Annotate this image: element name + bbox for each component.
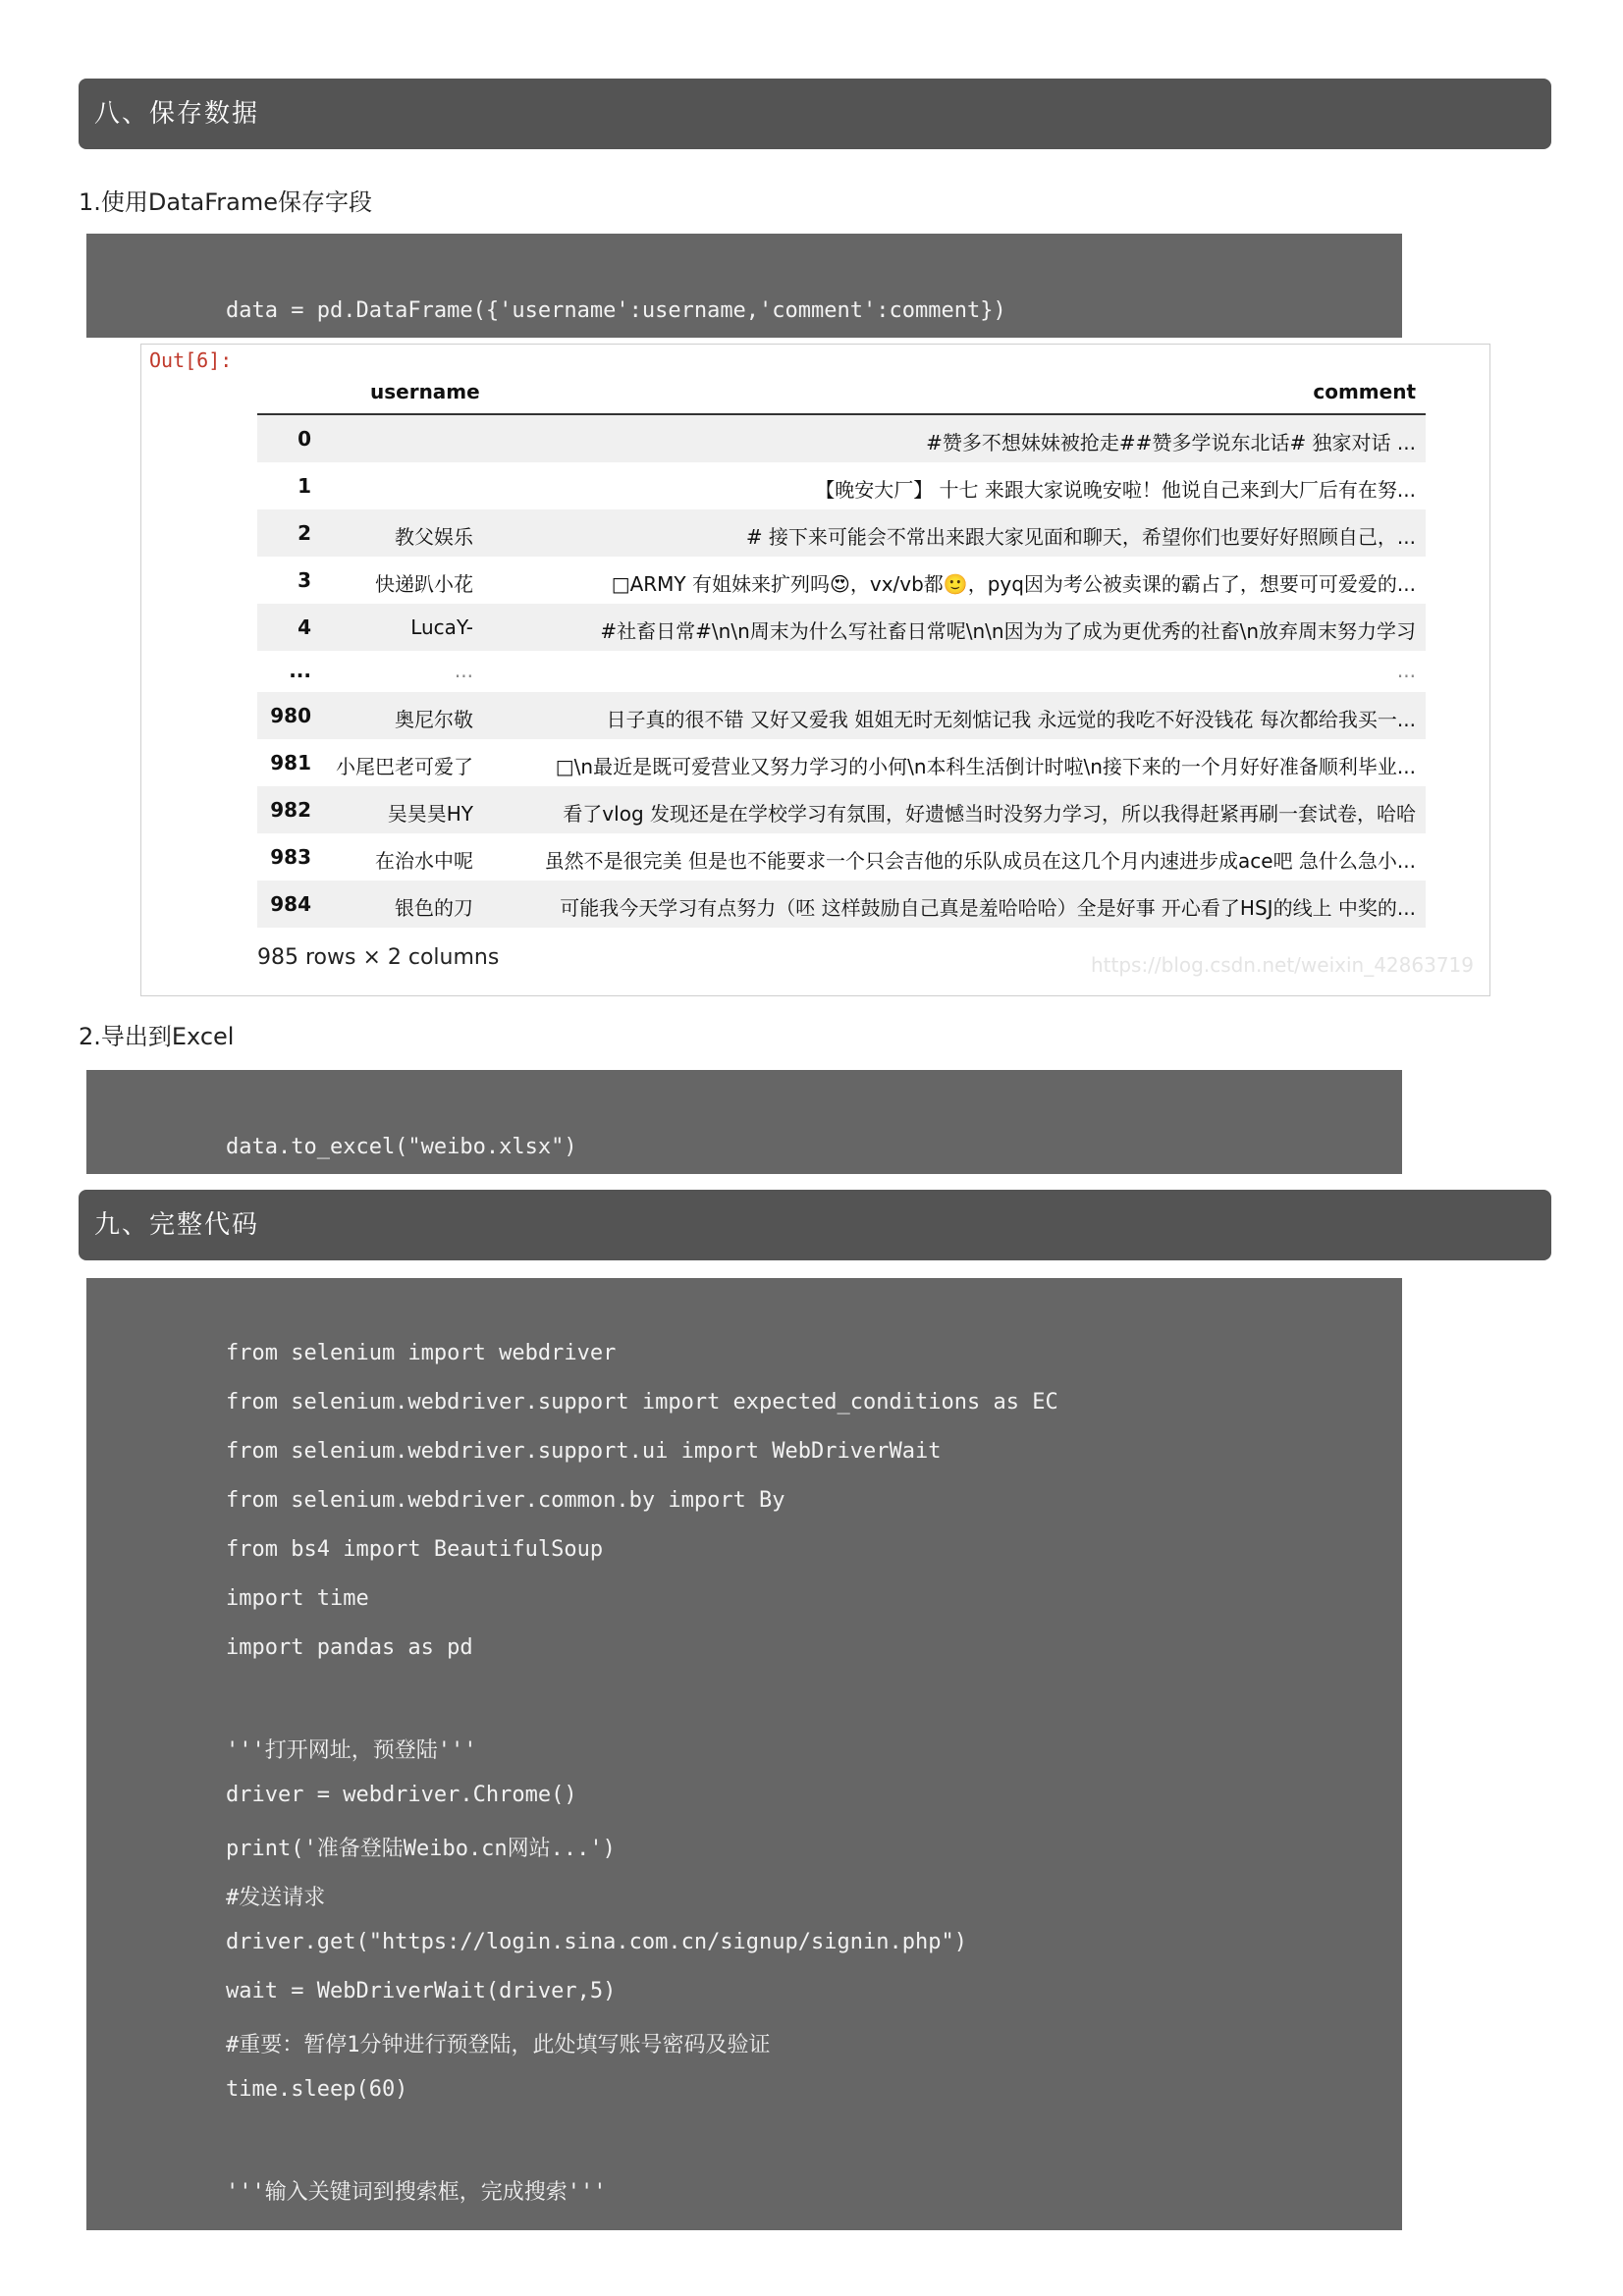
step-1-title: 1.使用DataFrame保存字段 — [79, 188, 372, 216]
row-username: 快递趴小花 — [375, 572, 473, 596]
row-comment: □ARMY 有姐妹来扩列吗😍，vx/vb都🙂，pyq因为考公被卖课的霸占了，想要可可爱爱的... — [611, 572, 1416, 596]
row-comment: # 接下来可能会不常出来跟大家见面和聊天，希望你们也要好好照顾自己，... — [745, 525, 1416, 549]
section-8-title: 八、保存数据 — [94, 99, 260, 129]
row-comment: 【晚安大厂】 十七 来跟大家说晚安啦！他说自己来到大厂后有在努... — [815, 478, 1416, 502]
row-index: 981 — [270, 751, 311, 774]
code-block-dataframe — [86, 234, 1402, 338]
row-comment: ... — [1396, 659, 1416, 682]
output-prompt-label: Out[6]: — [149, 348, 233, 372]
row-index: 984 — [270, 892, 311, 916]
row-username: 在治水中呢 — [375, 849, 473, 873]
code-line: driver = webdriver.Chrome() — [226, 1783, 577, 1807]
row-index: 982 — [270, 798, 311, 822]
row-index: 0 — [298, 427, 311, 451]
section-9-header — [79, 1190, 1551, 1260]
table-row — [257, 604, 1426, 651]
row-index: 4 — [298, 615, 311, 639]
code-block-excel — [86, 1070, 1402, 1174]
row-comment: 虽然不是很完美 但是也不能要求一个只会吉他的乐队成员在这几个月内速进步成ace吧 急什么急小... — [544, 849, 1416, 873]
table-row — [257, 833, 1426, 881]
row-comment: #赞多不想妹妹被抢走##赞多学说东北话# 独家对话 ... — [926, 431, 1416, 454]
code-line: #发送请求 — [226, 1886, 326, 1910]
row-comment: □\n最近是既可爱营业又努力学习的小何\n本科生活倒计时啦\n接下来的一个月好好准备顺利毕业... — [555, 755, 1416, 778]
table-header-row — [257, 374, 1426, 415]
code-line: #重要：暂停1分钟进行预登陆，此处填写账号密码及验证 — [226, 2033, 771, 2057]
table-row — [257, 786, 1426, 833]
row-index: ... — [289, 659, 311, 682]
table-row — [257, 462, 1426, 509]
table-row — [257, 415, 1426, 462]
code-line: from selenium.webdriver.common.by import By — [226, 1488, 785, 1513]
row-username: 教父娱乐 — [395, 525, 473, 549]
section-9-title: 九、完整代码 — [94, 1210, 260, 1240]
code-block-full — [86, 1278, 1402, 2230]
code-line: driver.get("https://login.sina.com.cn/signup/signin.php") — [226, 1930, 967, 1954]
code-line: import pandas as pd — [226, 1635, 473, 1660]
row-username: 吴昊昊HY — [387, 802, 473, 826]
section-8-header — [79, 79, 1551, 149]
code-line: from bs4 import BeautifulSoup — [226, 1537, 604, 1562]
row-index: 3 — [298, 568, 311, 592]
code-line: import time — [226, 1586, 369, 1611]
row-comment: 日子真的很不错 又好又爱我 姐姐无时无刻惦记我 永远觉的我吃不好没钱花 每次都给我买一... — [606, 708, 1416, 731]
row-comment: 可能我今天学习有点努力（呸 这样鼓励自己真是羞哈哈哈）全是好事 开心看了HSJ的线上 中奖的... — [560, 896, 1416, 920]
code-line: '''输入关键词到搜索框，完成搜索''' — [226, 2180, 607, 2205]
header-username: username — [370, 380, 480, 403]
code-line: wait = WebDriverWait(driver,5) — [226, 1979, 617, 2003]
table-row — [257, 509, 1426, 557]
code-line: '''打开网址，预登陆''' — [226, 1738, 477, 1763]
code-line: time.sleep(60) — [226, 2077, 408, 2102]
row-index: 2 — [298, 521, 311, 545]
row-username: 小尾巴老可爱了 — [336, 755, 473, 778]
row-index: 1 — [298, 474, 311, 498]
table-row — [257, 739, 1426, 786]
table-row-ellipsis — [257, 651, 1426, 692]
code-line: data.to_excel("weibo.xlsx") — [226, 1135, 577, 1159]
row-username: ... — [454, 659, 473, 682]
code-line: data = pd.DataFrame({'username':username,'comment':comment}) — [226, 298, 1006, 323]
row-index: 983 — [270, 845, 311, 869]
row-index: 980 — [270, 704, 311, 727]
row-username: 银色的刀 — [395, 896, 473, 920]
code-line: from selenium.webdriver.support import expected_conditions as EC — [226, 1390, 1058, 1415]
header-comment: comment — [1313, 380, 1416, 403]
dataframe-table — [257, 374, 1426, 928]
dataframe-shape: 985 rows × 2 columns — [257, 945, 500, 970]
table-row — [257, 881, 1426, 928]
code-line: from selenium import webdriver — [226, 1341, 617, 1365]
code-line: from selenium.webdriver.support.ui import WebDriverWait — [226, 1439, 942, 1464]
row-username: 奥尼尔敬 — [395, 708, 473, 731]
dataframe-output — [140, 344, 1490, 996]
table-row — [257, 557, 1426, 604]
step-2-title: 2.导出到Excel — [79, 1023, 235, 1050]
table-row — [257, 692, 1426, 739]
row-comment: 看了vlog 发现还是在学校学习有氛围，好遗憾当时没努力学习，所以我得赶紧再刷一套试卷，哈哈 — [563, 802, 1416, 826]
row-username: LucaY- — [410, 615, 473, 639]
row-comment: #社畜日常#\n\n周末为什么写社畜日常呢\n\n因为为了成为更优秀的社畜\n放弃周末努力学习 — [600, 619, 1416, 643]
code-line: print('准备登陆Weibo.cn网站...') — [226, 1837, 616, 1861]
watermark: https://blog.csdn.net/weixin_42863719 — [1090, 953, 1474, 977]
